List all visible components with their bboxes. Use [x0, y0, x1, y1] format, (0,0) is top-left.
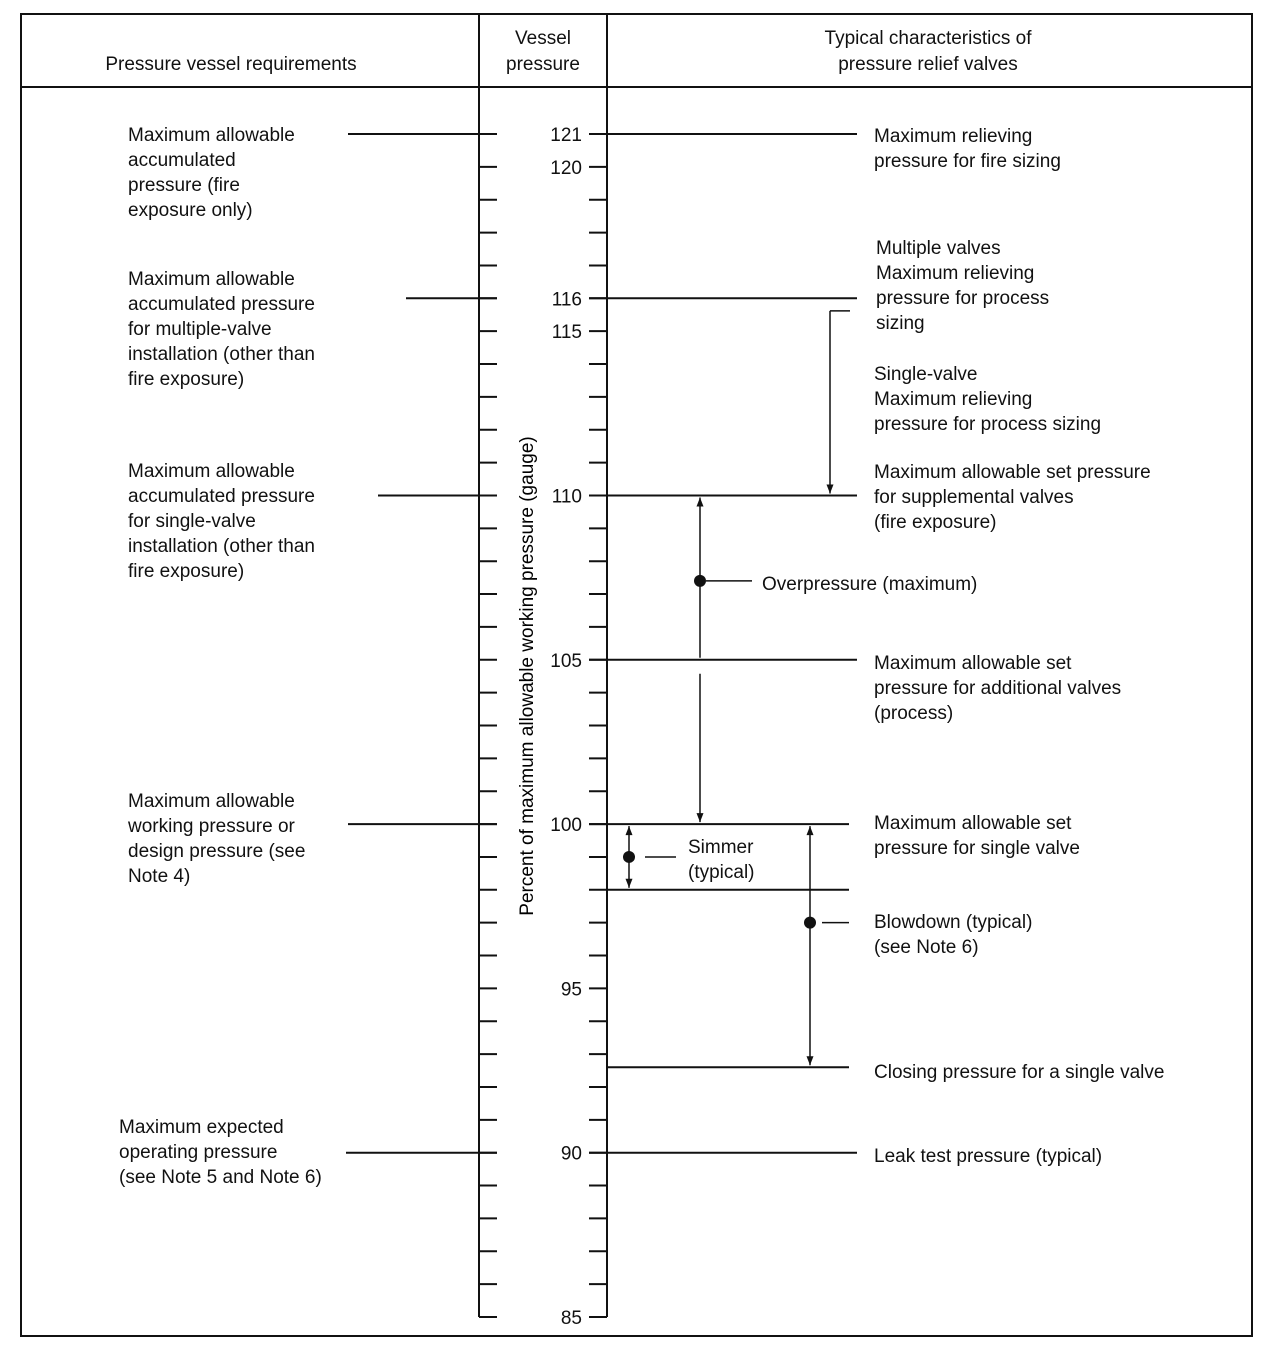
blowdown-arrow-down	[807, 1056, 814, 1065]
column-headers	[105, 28, 1032, 75]
left-label-single-valve-accumulated-line-4: installation (other than	[128, 536, 315, 557]
right-label-single-valve-sizing-line-3: pressure for process sizing	[874, 414, 1102, 435]
right-label-supplemental-valves-line-1: Maximum allowable set pressure	[874, 462, 1151, 483]
left-label-single-valve-accumulated-line-2: accumulated pressure	[128, 486, 315, 507]
left-label-max-operating-line-2: operating pressure	[119, 1142, 278, 1163]
left-label-single-valve-accumulated-line-3: for single-valve	[128, 511, 256, 532]
scale-ticks	[479, 134, 607, 1284]
right-label-overpressure-line-1: Overpressure (maximum)	[762, 574, 978, 595]
simmer-dot	[623, 851, 635, 863]
right-label-single-valve-set-line-1: Maximum allowable set	[874, 813, 1072, 834]
left-labels	[119, 125, 322, 1188]
left-label-fire-accumulated-line-4: exposure only)	[128, 200, 253, 221]
right-label-supplemental-valves-line-3: (fire exposure)	[874, 512, 997, 533]
right-label-multiple-valves-line-2: Maximum relieving	[876, 263, 1035, 284]
header-right-line-1: Typical characteristics of	[824, 28, 1032, 49]
right-label-single-valve-sizing-line-2: Maximum relieving	[874, 389, 1033, 410]
left-label-max-operating-line-3: (see Note 5 and Note 6)	[119, 1167, 322, 1188]
single-valve-callout-arrow	[827, 484, 834, 493]
left-label-max-operating-line-1: Maximum expected	[119, 1117, 284, 1138]
right-label-supplemental-valves-line-2: for supplemental valves	[874, 487, 1074, 508]
blowdown-arrow-up	[807, 826, 814, 835]
tick-label-85: 85	[560, 1308, 582, 1329]
right-label-simmer-line-2: (typical)	[688, 862, 755, 883]
header-middle-line-1: Vessel	[515, 28, 571, 49]
right-label-single-valve-sizing-line-1: Single-valve	[874, 364, 978, 385]
left-label-single-valve-accumulated-line-1: Maximum allowable	[128, 461, 295, 482]
header-left: Pressure vessel requirements	[105, 54, 357, 75]
left-label-single-valve-accumulated-line-5: fire exposure)	[128, 561, 245, 582]
right-labels	[688, 126, 1164, 1167]
tick-label-105: 105	[550, 650, 582, 672]
right-label-single-valve-set-line-2: pressure for single valve	[874, 838, 1080, 859]
tick-label-120: 120	[550, 157, 582, 179]
left-label-fire-accumulated-line-3: pressure (fire	[128, 175, 240, 196]
right-label-fire-sizing-line-1: Maximum relieving	[874, 126, 1033, 147]
left-label-multiple-valve-accumulated-line-3: for multiple-valve	[128, 319, 272, 340]
left-label-mawp-line-2: working pressure or	[128, 816, 295, 837]
header-middle-line-2: pressure	[506, 54, 580, 75]
right-label-blowdown-line-1: Blowdown (typical)	[874, 912, 1033, 933]
right-label-additional-valves-line-1: Maximum allowable set	[874, 653, 1072, 674]
tick-label-95: 95	[560, 979, 582, 1001]
right-label-multiple-valves-line-3: pressure for process	[876, 288, 1050, 309]
right-label-additional-valves-line-2: pressure for additional valves	[874, 678, 1122, 699]
overpressure-arrow-up	[697, 497, 704, 506]
range-indicators	[623, 311, 850, 1065]
left-label-multiple-valve-accumulated-line-4: installation (other than	[128, 344, 315, 365]
left-label-mawp-line-1: Maximum allowable	[128, 791, 295, 812]
header-right-line-2: pressure relief valves	[838, 54, 1018, 75]
blowdown-dot	[804, 917, 816, 929]
left-label-fire-accumulated-line-1: Maximum allowable	[128, 125, 295, 146]
left-leader-lines	[346, 134, 497, 1153]
right-label-leak-test-line-1: Leak test pressure (typical)	[874, 1146, 1103, 1167]
left-label-multiple-valve-accumulated-line-5: fire exposure)	[128, 369, 245, 390]
simmer-arrow-up	[626, 826, 633, 835]
tick-label-90: 90	[560, 1143, 582, 1165]
tick-label-110: 110	[551, 486, 582, 508]
tick-label-100: 100	[550, 815, 582, 837]
right-reference-lines	[589, 134, 857, 1153]
axis-title: Percent of maximum allowable working pressure (gauge)	[517, 436, 538, 916]
tick-label-115: 115	[551, 322, 582, 344]
right-label-simmer-line-1: Simmer	[688, 837, 754, 858]
tick-label-116: 116	[551, 289, 582, 311]
left-label-multiple-valve-accumulated-line-2: accumulated pressure	[128, 294, 315, 315]
right-label-additional-valves-line-3: (process)	[874, 703, 954, 724]
right-label-multiple-valves-line-4: sizing	[876, 313, 925, 334]
overpressure-dot	[694, 575, 706, 587]
right-label-multiple-valves-line-1: Multiple valves	[876, 238, 1001, 259]
scale-tick-labels	[550, 125, 582, 1329]
tick-label-121: 121	[550, 125, 582, 146]
left-label-fire-accumulated-line-2: accumulated	[128, 150, 236, 171]
simmer-arrow-down	[626, 879, 633, 888]
right-label-blowdown-line-2: (see Note 6)	[874, 937, 979, 958]
left-label-multiple-valve-accumulated-line-1: Maximum allowable	[128, 269, 295, 290]
left-label-mawp-line-4: Note 4)	[128, 866, 191, 887]
overpressure-arrow-down	[697, 813, 704, 822]
right-label-fire-sizing-line-2: pressure for fire sizing	[874, 151, 1061, 172]
right-label-closing-pressure-line-1: Closing pressure for a single valve	[874, 1062, 1165, 1083]
left-label-mawp-line-3: design pressure (see	[128, 841, 306, 862]
